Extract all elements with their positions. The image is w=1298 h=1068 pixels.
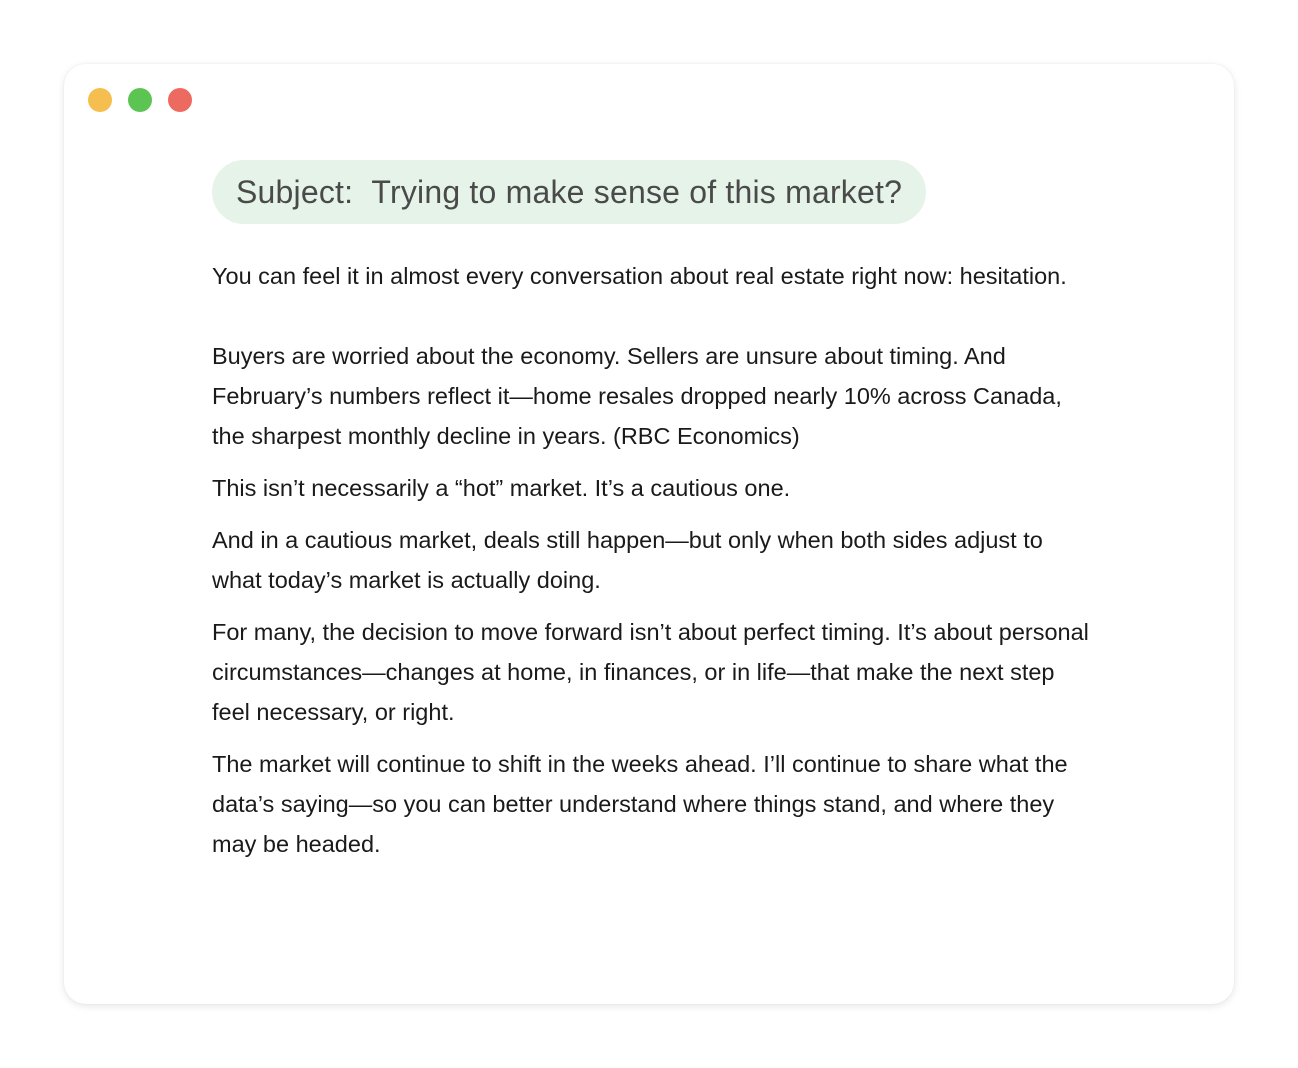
window-controls xyxy=(88,88,192,112)
email-window xyxy=(64,64,1234,1004)
paragraph-6: The market will continue to shift in the weeks ahead. I’ll continue to share what the data’s saying—so you can better understand where things stand, and where they may be headed. xyxy=(212,751,1068,857)
subject-text: Trying to make sense of this market? xyxy=(371,173,903,210)
maximize-button[interactable] xyxy=(128,88,152,112)
paragraph-4: And in a cautious market, deals still happen—but only when both sides adjust to what today’s market is actually doing. xyxy=(212,527,1043,593)
email-body xyxy=(212,256,1092,876)
close-button[interactable] xyxy=(168,88,192,112)
subject-label: Subject: xyxy=(236,173,354,210)
subject-line xyxy=(212,160,926,224)
minimize-button[interactable] xyxy=(88,88,112,112)
paragraph-5: For many, the decision to move forward isn’t about perfect timing. It’s about personal circumstances—changes at home, in finances, or in life—that make the next step feel necessary, or right. xyxy=(212,619,1089,725)
paragraph-2: Buyers are worried about the economy. Sellers are unsure about timing. And February’s numbers reflect it—home resales dropped nearly 10% across Canada, the sharpest monthly decline in years. (RBC Economics) xyxy=(212,343,1062,449)
paragraph-1: You can feel it in almost every conversation about real estate right now: hesitation. xyxy=(212,263,1067,289)
paragraph-3: This isn’t necessarily a “hot” market. It’s a cautious one. xyxy=(212,475,791,501)
